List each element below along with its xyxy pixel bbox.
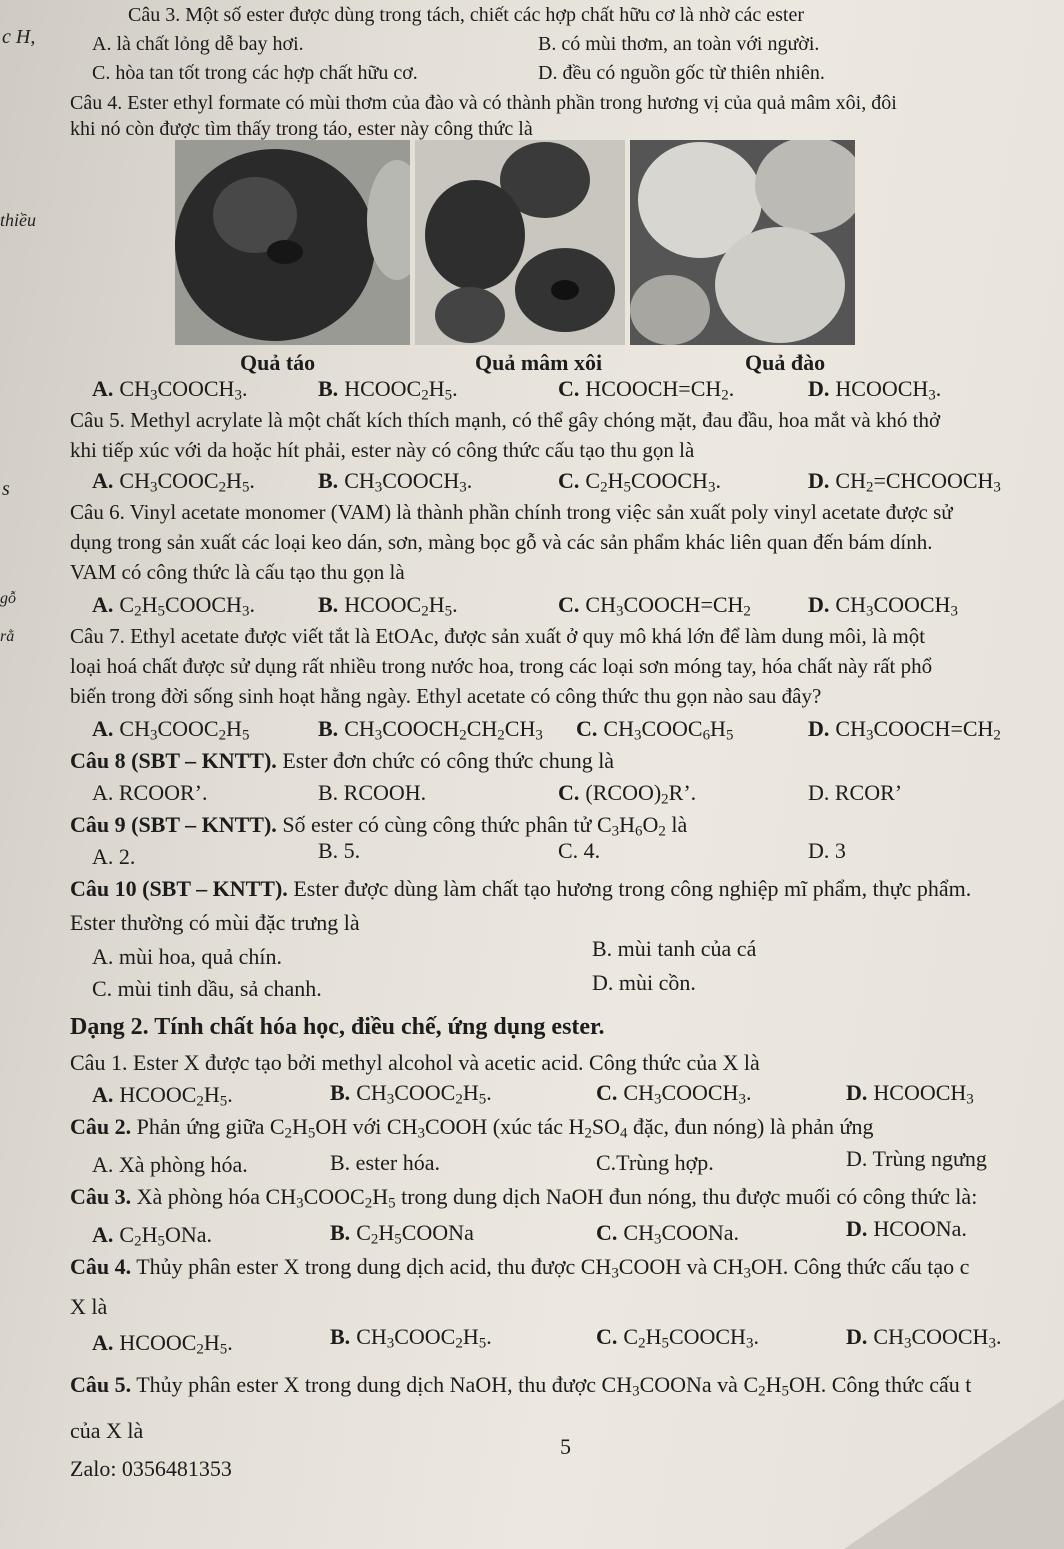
question-4-stem: khi nó còn được tìm thấy trong táo, ester này công thức là: [70, 118, 533, 140]
s2-question-3-option-b: B. $C_2H_5COONa$: [330, 1220, 474, 1248]
question-8-stem: Câu 8 (SBT – KNTT). Ester đơn chức có công thức chung là: [70, 748, 615, 773]
s2-question-3-stem: Câu 3. Xà phòng hóa $CH_3COOC_2H_5$ trong dung dịch NaOH đun nóng, thu được muối có công thức là:: [70, 1184, 978, 1212]
question-7-option-a: A. $CH_3COOC_2H_5$: [92, 716, 250, 744]
question-6-option-c: C. $CH_3COOCH=CH_2$: [558, 592, 751, 620]
s2-question-4-stem: X là: [70, 1294, 108, 1319]
margin-note: thiều: [0, 210, 36, 230]
question-4-option-a: A. $CH_3COOCH_3$.: [92, 376, 248, 404]
s2-question-2-option-d: D. Trùng ngưng: [846, 1146, 987, 1171]
question-4-option-d: D. $HCOOCH_3$.: [808, 376, 942, 404]
caption-apple: Quả táo: [240, 350, 316, 375]
question-8-option-a: A. RCOOR’.: [92, 780, 208, 805]
question-7-option-b: B. $CH_3COOCH_2CH_2CH_3$: [318, 716, 543, 744]
question-5-stem: Câu 5. Methyl acrylate là một chất kích thích mạnh, có thể gây chóng mặt, đau đầu, hoa mắt và khó thở: [70, 408, 941, 432]
margin-note: s: [2, 478, 10, 500]
s2-question-3-option-c: C. $CH_3COONa$.: [596, 1220, 740, 1248]
s2-question-4-option-b: B. $CH_3COOC_2H_5$.: [330, 1324, 492, 1352]
question-9-stem: Câu 9 (SBT – KNTT). Số ester có cùng công thức phân tử $C_3H_6O_2$ là: [70, 812, 688, 840]
margin-note: c H,: [2, 26, 36, 48]
question-6-stem: VAM có công thức là cấu tạo thu gọn là: [70, 560, 405, 584]
question-3-stem: Câu 3. Một số ester được dùng trong tách, chiết các hợp chất hữu cơ là nhờ các ester: [128, 4, 804, 26]
s2-question-5-stem: của X là: [70, 1418, 144, 1443]
question-6-stem: dụng trong sản xuất các loại keo dán, sơn, màng bọc gỗ và các sản phẩm khác liên quan đến bám dính.: [70, 530, 933, 554]
apple-photo: [175, 140, 410, 345]
question-10-option-a: A. mùi hoa, quả chín.: [92, 944, 283, 969]
question-6-option-a: A. $C_2H_5COOCH_3$.: [92, 592, 255, 620]
question-7-option-c: C. $CH_3COOC_6H_5$: [576, 716, 734, 744]
question-10-option-c: C. mùi tinh dầu, sả chanh.: [92, 976, 322, 1001]
s2-question-1-option-a: A. $HCOOC_2H_5$.: [92, 1082, 233, 1110]
question-4-option-b: B. $HCOOC_2H_5$.: [318, 376, 458, 404]
question-9-option-a: A. 2.: [92, 844, 136, 869]
question-8-option-c: C. $(RCOO)_2R$’.: [558, 780, 697, 808]
question-9-option-b: B. 5.: [318, 838, 361, 863]
question-7-stem: Câu 7. Ethyl acetate được viết tắt là EtOAc, được sản xuất ở quy mô khá lớn để làm dung môi, là một: [70, 624, 926, 648]
question-6-option-d: D. $CH_3COOCH_3$: [808, 592, 958, 620]
s2-question-1-option-b: B. $CH_3COOC_2H_5$.: [330, 1080, 492, 1108]
s2-question-4-option-d: D. $CH_3COOCH_3$.: [846, 1324, 1002, 1352]
question-10-stem: Câu 10 (SBT – KNTT). Ester được dùng làm chất tạo hương trong công nghiệp mĩ phẩm, thực phẩm.: [70, 876, 972, 901]
page-corner-shadow: [804, 1399, 1064, 1549]
question-5-option-c: C. $C_2H_5COOCH_3$.: [558, 468, 721, 496]
s2-question-2-option-c: C.Trùng hợp.: [596, 1150, 714, 1175]
s2-question-3-option-a: A. $C_2H_5ONa$.: [92, 1222, 212, 1250]
question-3-option-b: B. có mùi thơm, an toàn với người.: [538, 33, 820, 55]
question-8-option-b: B. RCOOH.: [318, 780, 427, 805]
page-number: 5: [560, 1434, 571, 1459]
question-7-option-d: D. $CH_3COOCH=CH_2$: [808, 716, 1001, 744]
footer-contact: Zalo: 0356481353: [70, 1456, 232, 1481]
fruit-photos: [175, 140, 855, 345]
question-5-option-b: B. $CH_3COOCH_3$.: [318, 468, 473, 496]
question-5-option-a: A. $CH_3COOC_2H_5$.: [92, 468, 255, 496]
s2-question-5-stem: Câu 5. Thủy phân ester X trong dung dịch NaOH, thu được $CH_3COONa$ và $C_2H_5OH$. Công thức cấu t: [70, 1372, 972, 1400]
s2-question-2-option-a: A. Xà phòng hóa.: [92, 1152, 248, 1177]
s2-question-3-option-d: D. HCOONa.: [846, 1216, 967, 1241]
question-7-stem: loại hoá chất được sử dụng rất nhiều trong nước hoa, trong các loại sơn móng tay, hóa chất này rất phổ: [70, 654, 933, 678]
question-10-option-d: D. mùi cồn.: [592, 970, 696, 995]
question-7-stem: biến trong đời sống sinh hoạt hằng ngày. Ethyl acetate có công thức thu gọn nào sau đây?: [70, 684, 822, 708]
question-4-option-c: C. $HCOOCH=CH_2$.: [558, 376, 735, 404]
raspberry-photo: [415, 140, 625, 345]
question-8-option-d: D. RCOR’: [808, 780, 903, 805]
caption-peach: Quả đào: [745, 350, 826, 375]
question-6-option-b: B. $HCOOC_2H_5$.: [318, 592, 458, 620]
caption-raspberry: Quả mâm xôi: [475, 350, 603, 375]
peach-photo: [630, 140, 855, 345]
section-heading: Dạng 2. Tính chất hóa học, điều chế, ứng dụng ester.: [70, 1014, 605, 1040]
s2-question-4-stem: Câu 4. Thủy phân ester X trong dung dịch acid, thu được $CH_3COOH$ và $CH_3OH$. Công thức cấu tạo c: [70, 1254, 970, 1282]
s2-question-1-stem: Câu 1. Ester X được tạo bởi methyl alcohol và acetic acid. Công thức của X là: [70, 1050, 760, 1075]
margin-note: rằ: [0, 628, 15, 645]
question-10-option-b: B. mùi tanh của cá: [592, 936, 757, 961]
question-3-option-c: C. hòa tan tốt trong các hợp chất hữu cơ.: [92, 62, 418, 84]
s2-question-2-option-b: B. ester hóa.: [330, 1150, 440, 1175]
question-3-option-a: A. là chất lỏng dễ bay hơi.: [92, 33, 304, 55]
question-10-stem: Ester thường có mùi đặc trưng là: [70, 910, 360, 935]
question-9-option-d: D. 3: [808, 838, 846, 863]
question-5-stem: khi tiếp xúc với da hoặc hít phải, ester này có công thức cấu tạo thu gọn là: [70, 438, 695, 462]
s2-question-4-option-c: C. $C_2H_5COOCH_3$.: [596, 1324, 759, 1352]
question-5-option-d: D. $CH_2=CHCOOCH_3$: [808, 468, 1001, 496]
question-4-stem: Câu 4. Ester ethyl formate có mùi thơm của đào và có thành phần trong hương vị của quả mâm xôi, đôi: [70, 92, 897, 114]
s2-question-1-option-d: D. $HCOOCH_3$: [846, 1080, 974, 1108]
margin-note: gỗ: [0, 590, 16, 607]
question-9-option-c: C. 4.: [558, 838, 601, 863]
question-6-stem: Câu 6. Vinyl acetate monomer (VAM) là thành phần chính trong việc sản xuất poly vinyl acetate được sử: [70, 500, 953, 524]
question-3-option-d: D. đều có nguồn gốc từ thiên nhiên.: [538, 62, 825, 84]
s2-question-4-option-a: A. $HCOOC_2H_5$.: [92, 1330, 233, 1358]
s2-question-2-stem: Câu 2. Phản ứng giữa $C_2H_5OH$ với $CH_3COOH$ (xúc tác $H_2SO_4$ đặc, đun nóng) là phản ứng: [70, 1114, 874, 1142]
s2-question-1-option-c: C. $CH_3COOCH_3$.: [596, 1080, 752, 1108]
